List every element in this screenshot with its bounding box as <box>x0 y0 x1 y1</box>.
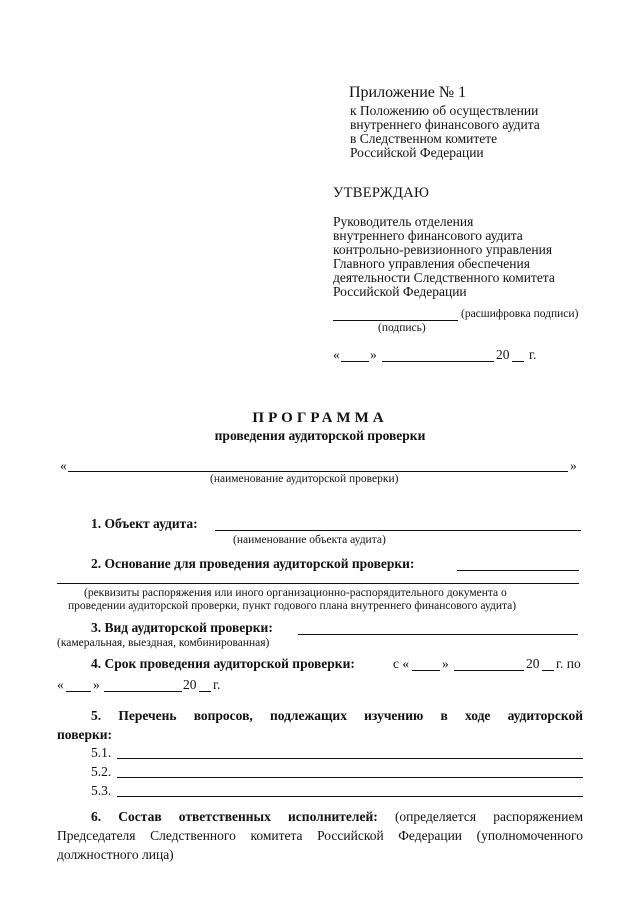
date-day-line <box>341 361 369 362</box>
approval-line: Российской Федерации <box>333 284 467 299</box>
question-item-number: 5.2. <box>91 764 112 779</box>
approval-line: деятельности Следственного комитета <box>333 270 555 285</box>
section-6-label: 6. Состав ответственных исполнителей: <box>91 809 378 824</box>
section-6-paragraph <box>57 807 583 864</box>
section-4-end: г. <box>213 677 221 692</box>
appendix-line: внутреннего финансового аудита <box>350 117 540 132</box>
approval-line: внутреннего финансового аудита <box>333 228 523 243</box>
program-title: ПРОГРАММА <box>252 410 388 426</box>
section-1-label: 1. Объект аудита: <box>91 516 198 531</box>
section-4-label: 4. Срок проведения аудиторской проверки: <box>91 656 355 671</box>
approval-heading: УТВЕРЖДАЮ <box>333 185 430 201</box>
date-close-quote: » <box>370 347 377 362</box>
sign-caption: (подпись) <box>378 322 426 334</box>
date-suffix: г. <box>529 347 537 362</box>
program-subtitle: проведения аудиторской проверки <box>214 428 426 443</box>
signature-line <box>333 320 458 321</box>
appendix-line: Российской Федерации <box>350 145 484 160</box>
appendix-line: к Положению об осуществлении <box>350 103 539 118</box>
section-1-caption: (наименование объекта аудита) <box>233 534 386 546</box>
date-open-quote: « <box>333 347 340 362</box>
section-5-label: 5. Перечень вопросов, подлежащих изучению в ходе аудиторской <box>91 708 583 723</box>
name-close-quote: » <box>570 458 577 473</box>
question-item-number: 5.3. <box>91 783 112 798</box>
section-6-text: (определяется распоряжением Председателя Следственного комитета Российской Федерации (уполномоченного должностного лица) <box>57 809 584 862</box>
section-4-month-line <box>454 670 524 671</box>
signature-caption: (расшифровка подписи) <box>461 308 579 320</box>
appendix-line: в Следственном комитете <box>350 131 498 146</box>
date-month-line <box>382 361 494 362</box>
question-item-number: 5.1. <box>91 745 112 760</box>
section-3-label: 3. Вид аудиторской проверки: <box>91 620 273 635</box>
section-4-year-2: 20 <box>183 677 197 692</box>
section-3-line <box>298 634 578 635</box>
section-4-month-line-2 <box>104 691 182 692</box>
section-4-year: 20 <box>526 656 540 671</box>
program-name-line <box>68 471 568 472</box>
question-line <box>117 777 583 778</box>
approval-line: Руководитель отделения <box>333 214 474 229</box>
section-1-line <box>215 530 581 531</box>
section-4-from: с « <box>393 656 410 671</box>
section-4-to: г. по <box>556 656 581 671</box>
date-year-prefix: 20 <box>496 347 510 362</box>
section-4-day-line <box>412 670 440 671</box>
question-line <box>117 796 583 797</box>
question-line <box>117 758 583 759</box>
section-5-label-cont: поверки: <box>57 727 113 742</box>
approval-line: контрольно-ревизионного управления <box>333 242 553 257</box>
section-4-close-quote: » <box>442 656 449 671</box>
section-4-close-quote-2: » <box>93 677 100 692</box>
appendix-title: Приложение № 1 <box>349 84 467 101</box>
section-2-label: 2. Основание для проведения аудиторской проверки: <box>91 556 415 571</box>
section-4-year-line-2 <box>199 691 211 692</box>
section-2-caption: (реквизиты распоряжения или иного организационно-распорядительного документа о <box>84 587 507 599</box>
name-open-quote: « <box>60 458 67 473</box>
section-4-year-line <box>542 670 554 671</box>
section-2-line <box>457 570 579 571</box>
date-year-line <box>512 361 524 362</box>
section-2-line-full <box>57 583 579 584</box>
section-4-open-quote-2: « <box>57 677 64 692</box>
section-2-caption: проведении аудиторской проверки, пункт годового плана внутреннего финансового аудита) <box>68 600 517 612</box>
program-name-caption: (наименование аудиторской проверки) <box>210 473 399 485</box>
section-4-day-line-2 <box>66 691 91 692</box>
section-3-caption: (камеральная, выездная, комбинированная) <box>57 637 270 649</box>
approval-line: Главного управления обеспечения <box>333 256 530 271</box>
